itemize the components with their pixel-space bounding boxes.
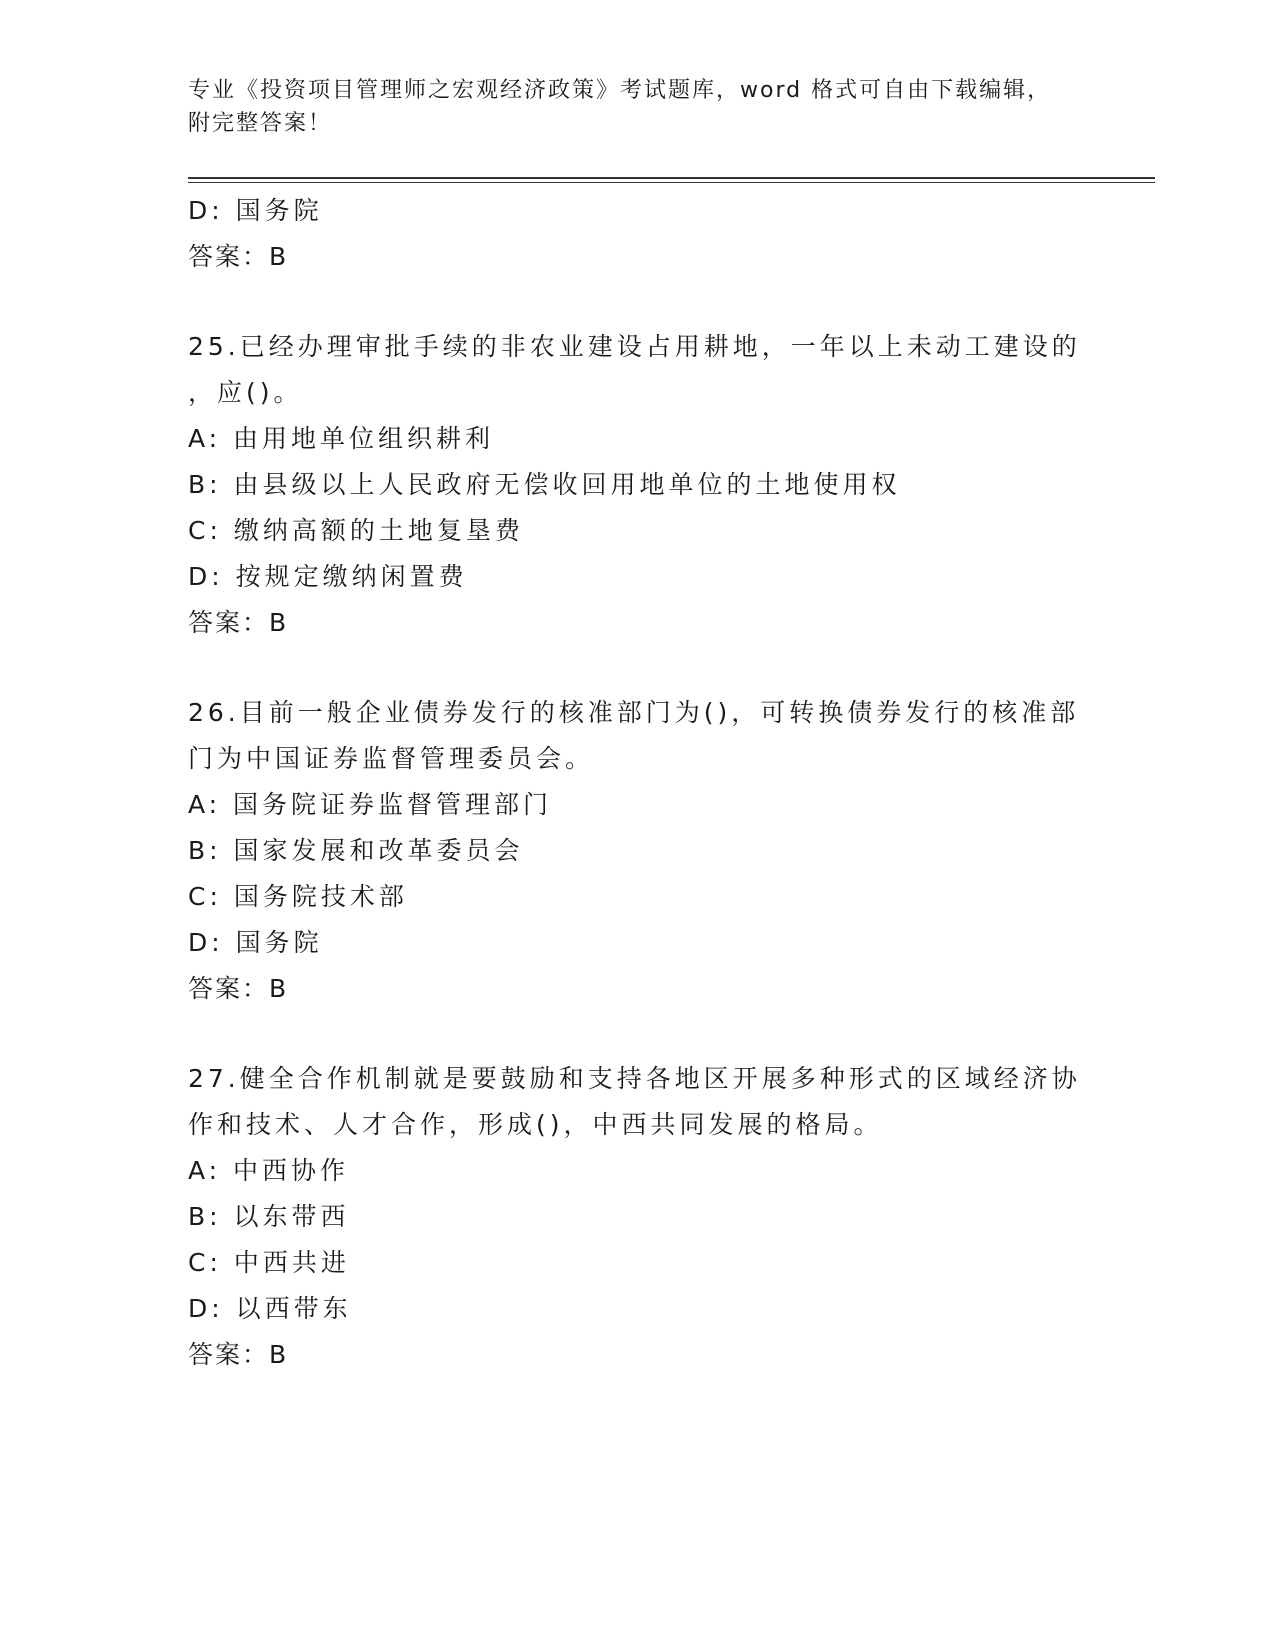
answer-line: 答案：B <box>188 974 289 1003</box>
option-d: D: 国务院 <box>188 196 323 225</box>
spacer <box>188 280 1108 324</box>
document-header <box>188 74 1068 140</box>
header-line-2: 附完整答案！ <box>188 111 333 136</box>
option-a: A: 中西协作 <box>188 1156 350 1185</box>
spacer <box>188 646 1108 690</box>
answer-line: 答案：B <box>188 608 289 637</box>
option-b: B: 由县级以上人民政府无偿收回用地单位的土地使用权 <box>188 470 901 499</box>
question-stem-continued: 作和技术、人才合作，形成()，中西共同发展的格局。 <box>188 1110 883 1139</box>
option-a: A: 由用地单位组织耕利 <box>188 424 495 453</box>
option-c: C: 国务院技术部 <box>188 882 408 911</box>
question-stem: 26.目前一般企业债券发行的核准部门为()，可转换债券发行的核准部 <box>188 698 1080 727</box>
answer-line: 答案：B <box>188 242 289 271</box>
option-d: D: 国务院 <box>188 928 323 957</box>
previous-question-tail <box>188 188 1108 280</box>
question-25 <box>188 324 1108 646</box>
question-content <box>188 188 1108 1378</box>
option-a: A: 国务院证券监督管理部门 <box>188 790 553 819</box>
option-d: D: 以西带东 <box>188 1294 352 1323</box>
question-stem-continued: 门为中国证券监督管理委员会。 <box>188 744 595 773</box>
option-b: B: 国家发展和改革委员会 <box>188 836 524 865</box>
header-divider-thin <box>188 182 1155 183</box>
question-stem-continued: ，应()。 <box>188 378 303 407</box>
question-stem: 25.已经办理审批手续的非农业建设占用耕地，一年以上未动工建设的 <box>188 332 1081 361</box>
option-c: C: 中西共进 <box>188 1248 350 1277</box>
question-27 <box>188 1056 1108 1378</box>
option-b: B: 以东带西 <box>188 1202 350 1231</box>
spacer <box>188 1012 1108 1056</box>
option-d: D: 按规定缴纳闲置费 <box>188 562 468 591</box>
header-divider-thick <box>188 177 1155 179</box>
answer-line: 答案：B <box>188 1340 289 1369</box>
question-stem: 27.健全合作机制就是要鼓励和支持各地区开展多种形式的区域经济协 <box>188 1064 1081 1093</box>
question-26 <box>188 690 1108 1012</box>
header-line-1: 专业《投资项目管理师之宏观经济政策》考试题库，word 格式可自由下载编辑， <box>188 78 1052 103</box>
option-c: C: 缴纳高额的土地复垦费 <box>188 516 524 545</box>
